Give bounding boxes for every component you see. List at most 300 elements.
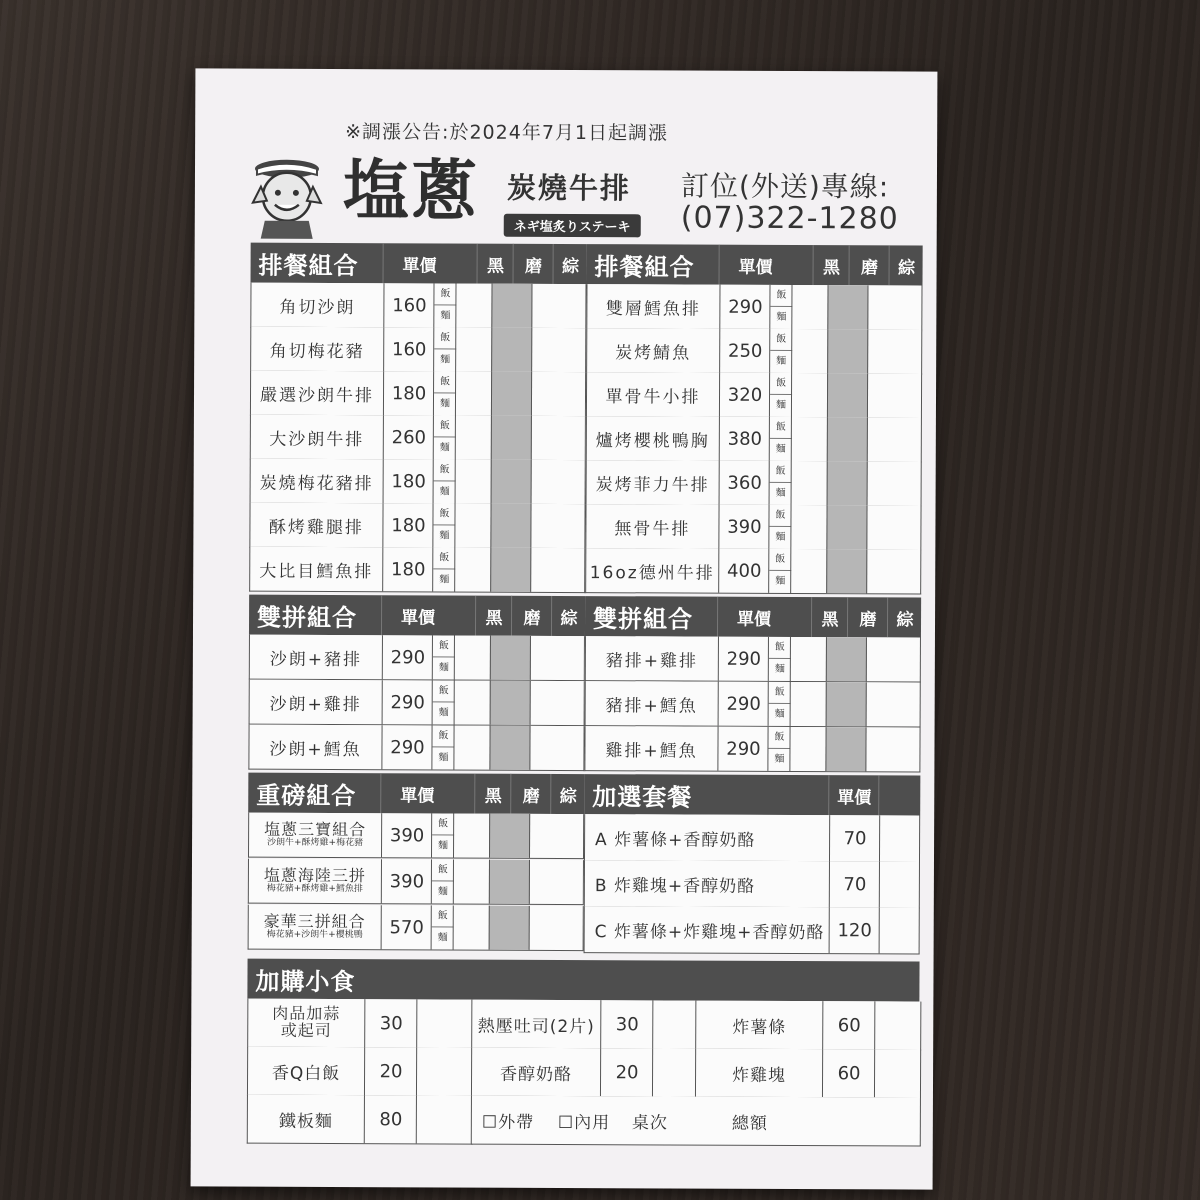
rice-noodle-choice[interactable] bbox=[433, 459, 456, 503]
black-pepper-qty[interactable] bbox=[791, 329, 828, 373]
item-price: 290 bbox=[381, 725, 432, 769]
menu-row bbox=[248, 725, 584, 771]
menu-row bbox=[585, 636, 921, 682]
snack-cell bbox=[247, 1047, 473, 1097]
addon-qty[interactable] bbox=[879, 861, 920, 907]
section-title: 雙拼組合 bbox=[592, 603, 694, 634]
noodle-option[interactable]: 麵 bbox=[438, 840, 449, 852]
addon-qty[interactable] bbox=[879, 815, 920, 861]
item-price: 390 bbox=[381, 813, 432, 857]
black-pepper-qty[interactable] bbox=[455, 284, 492, 328]
rice-option[interactable]: 飯 bbox=[769, 505, 791, 527]
item-price: 260 bbox=[383, 415, 434, 459]
rice-noodle-choice[interactable] bbox=[769, 329, 792, 373]
noodle-option[interactable]: 麵 bbox=[774, 753, 785, 765]
hotline-label: 訂位(外送)專線: bbox=[680, 169, 890, 204]
mixed-qty[interactable] bbox=[867, 373, 922, 417]
mixed-qty[interactable] bbox=[866, 505, 921, 549]
rice-option[interactable]: 飯 bbox=[434, 371, 456, 393]
mushroom-qty[interactable] bbox=[827, 285, 868, 329]
noodle-option[interactable]: 麵 bbox=[439, 530, 450, 542]
black-pepper-qty[interactable] bbox=[453, 726, 490, 770]
item-price: 390 bbox=[718, 505, 769, 549]
snack-name: 熱壓吐司(2片) bbox=[477, 1016, 595, 1037]
mushroom-qty[interactable] bbox=[827, 373, 868, 417]
black-pepper-qty[interactable] bbox=[454, 636, 491, 680]
snack-name bbox=[248, 999, 364, 1048]
section-title: 加選套餐 bbox=[592, 781, 693, 812]
section-title: 加購小食 bbox=[255, 966, 356, 996]
col-black: 黑 bbox=[811, 597, 848, 637]
black-pepper-qty[interactable] bbox=[791, 461, 828, 505]
item-name bbox=[249, 859, 381, 904]
item-name-main: 豪華三拼組合 bbox=[263, 911, 366, 932]
menu-row bbox=[585, 504, 921, 550]
item-name-sub: 沙朗牛+酥烤雞+梅花豬 bbox=[266, 837, 364, 848]
mixed-qty[interactable] bbox=[530, 681, 585, 725]
item-name: 酥烤雞腿排 bbox=[268, 517, 364, 538]
menu-row bbox=[250, 459, 586, 505]
mushroom-qty[interactable] bbox=[491, 284, 532, 328]
snack-qty[interactable] bbox=[416, 1047, 473, 1095]
rice-noodle-choice[interactable] bbox=[433, 371, 456, 415]
snack-qty[interactable] bbox=[416, 1095, 473, 1143]
mushroom-qty[interactable] bbox=[826, 505, 867, 549]
item-price: 180 bbox=[383, 371, 434, 415]
addon-row bbox=[584, 906, 920, 954]
mixed-qty[interactable] bbox=[867, 461, 922, 505]
rice-noodle-choice[interactable] bbox=[767, 727, 790, 771]
mushroom-qty[interactable] bbox=[491, 416, 532, 460]
col-mix: 綜 bbox=[889, 245, 924, 285]
snack-name: 炸薯條 bbox=[732, 1017, 787, 1038]
noodle-option[interactable]: 麵 bbox=[775, 575, 786, 587]
snack-name-line1: 肉品加蒜 bbox=[272, 1003, 341, 1024]
snack-name: 鐵板麵 bbox=[278, 1111, 333, 1132]
black-pepper-qty[interactable] bbox=[455, 328, 492, 372]
menu-row bbox=[248, 813, 584, 859]
rice-option[interactable]: 飯 bbox=[432, 725, 454, 747]
order-sheet bbox=[191, 68, 938, 1189]
col-black: 黑 bbox=[474, 774, 511, 814]
mushroom-qty[interactable] bbox=[489, 726, 530, 770]
rice-option[interactable]: 飯 bbox=[434, 415, 456, 437]
mushroom-qty[interactable] bbox=[826, 682, 867, 726]
order-footer bbox=[471, 1096, 921, 1147]
item-price: 290 bbox=[382, 635, 433, 679]
col-price: 單價 bbox=[828, 775, 879, 815]
menu-row bbox=[586, 372, 922, 418]
mushroom-qty[interactable] bbox=[489, 814, 530, 858]
rice-option[interactable]: 飯 bbox=[769, 682, 791, 704]
rice-noodle-choice[interactable] bbox=[769, 285, 792, 329]
item-price: 290 bbox=[719, 285, 770, 329]
black-pepper-qty[interactable] bbox=[791, 417, 828, 461]
mixed-qty[interactable] bbox=[866, 682, 921, 726]
mushroom-qty[interactable] bbox=[491, 328, 532, 372]
rice-noodle-choice[interactable] bbox=[431, 859, 454, 903]
black-pepper-qty[interactable] bbox=[453, 814, 490, 858]
mushroom-qty[interactable] bbox=[827, 329, 868, 373]
item-price: 570 bbox=[381, 905, 432, 949]
mushroom-qty[interactable] bbox=[489, 860, 530, 904]
col-mix: 綜 bbox=[551, 596, 586, 636]
snack-cell bbox=[471, 1000, 697, 1050]
rice-option[interactable]: 飯 bbox=[432, 905, 454, 927]
noodle-option[interactable]: 麵 bbox=[776, 355, 787, 367]
col-price: 單價 bbox=[719, 245, 792, 285]
rice-noodle-choice[interactable] bbox=[769, 417, 792, 461]
col-mix: 綜 bbox=[887, 597, 922, 637]
mushroom-qty[interactable] bbox=[826, 637, 867, 681]
item-name: 爐烤櫻桃鴨胸 bbox=[595, 430, 710, 452]
noodle-option[interactable]: 麵 bbox=[439, 442, 450, 454]
rice-option[interactable]: 飯 bbox=[770, 461, 792, 483]
rice-noodle-choice[interactable] bbox=[432, 547, 455, 591]
addon-price: 70 bbox=[829, 861, 880, 907]
mixed-qty[interactable] bbox=[530, 636, 585, 680]
noodle-option[interactable]: 麵 bbox=[776, 311, 787, 323]
col-mush: 磨 bbox=[510, 774, 551, 814]
black-pepper-qty[interactable] bbox=[453, 906, 490, 950]
snack-cell bbox=[471, 1048, 697, 1098]
snack-name: 香醇奶酪 bbox=[500, 1064, 573, 1085]
noodle-option[interactable]: 麵 bbox=[774, 663, 785, 675]
snack-cell bbox=[247, 999, 473, 1049]
noodle-option[interactable]: 麵 bbox=[775, 531, 786, 543]
addon-row bbox=[584, 814, 920, 862]
brand-subtitle: 炭燒牛排 bbox=[506, 170, 632, 206]
menu-row bbox=[250, 283, 586, 329]
item-price: 250 bbox=[719, 329, 770, 373]
snack-qty[interactable] bbox=[874, 1049, 921, 1097]
item-price: 360 bbox=[719, 461, 770, 505]
addon-price: 120 bbox=[829, 907, 880, 953]
rice-option[interactable]: 飯 bbox=[770, 417, 792, 439]
noodle-option[interactable]: 麵 bbox=[439, 574, 450, 586]
col-black: 黑 bbox=[813, 245, 850, 285]
rice-option[interactable]: 飯 bbox=[432, 813, 454, 835]
snack-name: 炸雞塊 bbox=[732, 1065, 787, 1086]
rice-noodle-choice[interactable] bbox=[431, 725, 454, 769]
menu-row bbox=[249, 680, 585, 726]
rice-noodle-choice[interactable] bbox=[431, 813, 454, 857]
col-price: 單價 bbox=[380, 773, 453, 813]
mixed-qty[interactable] bbox=[867, 417, 922, 461]
addon-sets-header bbox=[584, 774, 920, 815]
rice-noodle-choice[interactable] bbox=[768, 682, 791, 726]
dinein-checkbox[interactable]: ☐內用 bbox=[557, 1112, 611, 1133]
snack-price: 20 bbox=[600, 1048, 653, 1096]
mixed-qty[interactable] bbox=[529, 814, 584, 858]
menu-row bbox=[248, 905, 584, 951]
item-price: 400 bbox=[718, 549, 769, 593]
mushroom-qty[interactable] bbox=[490, 636, 531, 680]
item-price: 380 bbox=[719, 417, 770, 461]
black-pepper-qty[interactable] bbox=[790, 549, 827, 593]
menu-row bbox=[586, 460, 922, 506]
item-price: 390 bbox=[381, 859, 432, 903]
noodle-option[interactable]: 麵 bbox=[775, 443, 786, 455]
snack-qty[interactable] bbox=[874, 1001, 921, 1049]
mushroom-qty[interactable] bbox=[489, 906, 530, 950]
col-black: 黑 bbox=[477, 244, 514, 284]
item-name: 無骨牛排 bbox=[614, 518, 691, 540]
mixed-qty[interactable] bbox=[867, 329, 922, 373]
menu-row bbox=[250, 415, 586, 461]
mixed-qty[interactable] bbox=[531, 416, 586, 460]
table-number-label: 桌次 bbox=[631, 1112, 668, 1133]
item-name: 單骨牛小排 bbox=[605, 386, 701, 408]
rice-option[interactable]: 飯 bbox=[433, 635, 455, 657]
mixed-qty[interactable] bbox=[530, 548, 585, 592]
snack-price: 60 bbox=[822, 1049, 875, 1097]
mixed-qty[interactable] bbox=[867, 285, 922, 329]
mushroom-qty[interactable] bbox=[490, 548, 531, 592]
mixed-qty[interactable] bbox=[866, 549, 921, 593]
item-name: 角切沙朗 bbox=[279, 297, 356, 318]
snack-qty[interactable] bbox=[652, 1048, 697, 1096]
double-sets-header-right bbox=[585, 596, 921, 637]
snack-qty[interactable] bbox=[652, 1000, 697, 1048]
noodle-option[interactable]: 麵 bbox=[438, 662, 449, 674]
item-name: 大沙朗牛排 bbox=[269, 429, 365, 450]
mushroom-qty[interactable] bbox=[490, 504, 531, 548]
rice-noodle-choice[interactable] bbox=[432, 635, 455, 679]
mushroom-qty[interactable] bbox=[491, 372, 532, 416]
item-price: 180 bbox=[382, 503, 433, 547]
rice-option[interactable]: 飯 bbox=[769, 637, 791, 659]
black-pepper-qty[interactable] bbox=[791, 285, 828, 329]
addon-name: C 炸薯條+炸雞塊+香醇奶酪 bbox=[594, 921, 825, 943]
menu-row bbox=[250, 327, 586, 373]
snacks-header bbox=[247, 959, 919, 1002]
item-name: 炭烤菲力牛排 bbox=[595, 474, 710, 496]
addon-name: A 炸薯條+香醇奶酪 bbox=[595, 829, 756, 851]
col-mush: 磨 bbox=[511, 596, 552, 636]
item-name: 雞排+鱈魚 bbox=[605, 740, 698, 762]
mixed-qty[interactable] bbox=[866, 637, 921, 681]
item-name: 沙朗+雞排 bbox=[269, 694, 362, 715]
rice-noodle-choice[interactable] bbox=[768, 549, 791, 593]
mushroom-qty[interactable] bbox=[827, 461, 868, 505]
snack-name-line2: 或起司 bbox=[280, 1020, 332, 1040]
col-mix: 綜 bbox=[550, 774, 585, 814]
snack-price: 30 bbox=[364, 999, 417, 1047]
item-price: 320 bbox=[719, 373, 770, 417]
rice-noodle-choice[interactable] bbox=[432, 503, 455, 547]
mixed-qty[interactable] bbox=[529, 906, 584, 950]
item-name bbox=[249, 813, 381, 858]
noodle-option[interactable]: 麵 bbox=[775, 399, 787, 411]
item-name bbox=[249, 905, 381, 950]
rice-noodle-choice[interactable] bbox=[431, 905, 454, 949]
black-pepper-qty[interactable] bbox=[455, 416, 492, 460]
rice-noodle-choice[interactable] bbox=[769, 461, 792, 505]
col-mush: 磨 bbox=[849, 245, 890, 285]
rice-option[interactable]: 飯 bbox=[768, 727, 790, 749]
item-name: 嚴選沙朗牛排 bbox=[259, 385, 375, 406]
noodle-option[interactable]: 麵 bbox=[440, 310, 451, 322]
rice-noodle-choice[interactable] bbox=[433, 415, 456, 459]
menu-row bbox=[249, 635, 585, 681]
hotline-number: (07)322-1280 bbox=[680, 200, 899, 237]
rice-option[interactable]: 飯 bbox=[432, 859, 454, 881]
noodle-option[interactable]: 麵 bbox=[439, 398, 451, 410]
section-title: 雙拼組合 bbox=[256, 602, 358, 632]
noodle-option[interactable]: 麵 bbox=[437, 932, 448, 944]
steak-sets-header-left bbox=[251, 243, 587, 284]
item-price: 180 bbox=[382, 547, 433, 591]
col-mix: 綜 bbox=[553, 244, 588, 284]
menu-row bbox=[585, 681, 921, 727]
col-price: 單價 bbox=[381, 595, 454, 635]
rice-option[interactable]: 飯 bbox=[433, 680, 455, 702]
snack-name: 香Q白飯 bbox=[271, 1063, 341, 1084]
rice-option[interactable]: 飯 bbox=[434, 327, 456, 349]
mushroom-qty[interactable] bbox=[827, 417, 868, 461]
noodle-option[interactable]: 麵 bbox=[440, 354, 451, 366]
black-pepper-qty[interactable] bbox=[454, 504, 491, 548]
addon-qty[interactable] bbox=[879, 907, 920, 953]
black-pepper-qty[interactable] bbox=[790, 682, 827, 726]
item-price: 290 bbox=[718, 637, 769, 681]
col-mush: 磨 bbox=[847, 597, 888, 637]
black-pepper-qty[interactable] bbox=[790, 505, 827, 549]
rice-option[interactable]: 飯 bbox=[433, 547, 455, 569]
snack-price: 60 bbox=[822, 1001, 875, 1049]
rice-noodle-choice[interactable] bbox=[433, 283, 456, 327]
noodle-option[interactable]: 麵 bbox=[439, 486, 450, 498]
menu-row bbox=[584, 726, 920, 772]
heavy-sets-header bbox=[248, 773, 584, 814]
rice-noodle-choice[interactable] bbox=[768, 505, 791, 549]
menu-row bbox=[248, 859, 584, 905]
item-name: 沙朗+豬排 bbox=[269, 649, 363, 670]
item-name: 大比目鱈魚排 bbox=[259, 561, 374, 582]
mixed-qty[interactable] bbox=[531, 284, 586, 328]
black-pepper-qty[interactable] bbox=[453, 860, 490, 904]
noodle-option[interactable]: 麵 bbox=[437, 886, 448, 898]
rice-noodle-choice[interactable] bbox=[433, 327, 456, 371]
item-price: 160 bbox=[383, 327, 434, 371]
mixed-qty[interactable] bbox=[531, 460, 586, 504]
rice-option[interactable]: 飯 bbox=[434, 283, 456, 305]
col-price: 單價 bbox=[717, 597, 790, 637]
rice-option[interactable]: 飯 bbox=[770, 285, 792, 307]
item-name: 沙朗+鱈魚 bbox=[269, 739, 362, 760]
snack-cell bbox=[695, 1001, 921, 1051]
section-title: 重磅組合 bbox=[256, 780, 357, 810]
snack-price: 20 bbox=[364, 1047, 417, 1095]
menu-row bbox=[249, 547, 585, 593]
mixed-qty[interactable] bbox=[529, 860, 584, 904]
mushroom-qty[interactable] bbox=[491, 460, 532, 504]
item-name: 雙層鱈魚排 bbox=[605, 298, 701, 320]
item-name-main: 塩蔥海陸三拼 bbox=[263, 865, 366, 886]
mushroom-qty[interactable] bbox=[490, 681, 531, 725]
snack-cell bbox=[695, 1049, 921, 1099]
mixed-qty[interactable] bbox=[531, 372, 586, 416]
rice-option[interactable]: 飯 bbox=[770, 329, 792, 351]
black-pepper-qty[interactable] bbox=[454, 681, 491, 725]
snack-qty[interactable] bbox=[416, 999, 473, 1047]
double-sets-header-left bbox=[249, 595, 585, 636]
item-name: 16oz德州牛排 bbox=[589, 562, 715, 584]
item-price: 290 bbox=[717, 727, 768, 771]
mixed-qty[interactable] bbox=[865, 727, 920, 771]
item-name-sub: 梅花豬+酥烤雞+鱈魚排 bbox=[266, 883, 363, 894]
item-price: 290 bbox=[718, 682, 769, 726]
noodle-option[interactable]: 麵 bbox=[774, 708, 785, 720]
rice-noodle-choice[interactable] bbox=[769, 373, 792, 417]
noodle-option[interactable]: 麵 bbox=[438, 707, 449, 719]
item-name: 角切梅花豬 bbox=[269, 341, 365, 362]
black-pepper-qty[interactable] bbox=[455, 460, 492, 504]
menu-row bbox=[249, 503, 585, 549]
rice-option[interactable]: 飯 bbox=[434, 459, 456, 481]
mascot-chef-icon bbox=[247, 151, 327, 241]
rice-option[interactable]: 飯 bbox=[770, 373, 792, 395]
item-name: 豬排+雞排 bbox=[605, 650, 699, 672]
steak-sets-header-right bbox=[587, 244, 923, 285]
addon-price: 70 bbox=[829, 815, 880, 861]
item-name-sub: 梅花豬+沙朗牛+櫻桃鴨 bbox=[266, 929, 363, 940]
black-pepper-qty[interactable] bbox=[454, 548, 491, 592]
black-pepper-qty[interactable] bbox=[791, 373, 828, 417]
rice-noodle-choice[interactable] bbox=[432, 680, 455, 724]
rice-option[interactable]: 飯 bbox=[769, 549, 791, 571]
total-label: 總額 bbox=[731, 1113, 768, 1134]
mixed-qty[interactable] bbox=[531, 328, 586, 372]
mushroom-qty[interactable] bbox=[826, 549, 867, 593]
item-price: 290 bbox=[382, 680, 433, 724]
noodle-option[interactable]: 麵 bbox=[438, 752, 449, 764]
addon-name: B 炸雞塊+香醇奶酪 bbox=[594, 875, 756, 897]
section-title: 排餐組合 bbox=[594, 251, 695, 282]
col-qty bbox=[878, 775, 921, 815]
item-name: 炭燒梅花豬排 bbox=[259, 473, 374, 494]
mixed-qty[interactable] bbox=[529, 726, 584, 770]
takeout-checkbox[interactable]: ☐外帶 bbox=[481, 1112, 535, 1133]
addon-row bbox=[584, 860, 920, 908]
black-pepper-qty[interactable] bbox=[789, 727, 826, 771]
col-price: 單價 bbox=[383, 243, 456, 283]
mixed-qty[interactable] bbox=[530, 504, 585, 548]
item-price: 160 bbox=[383, 283, 434, 327]
rice-noodle-choice[interactable] bbox=[768, 637, 791, 681]
col-black: 黑 bbox=[475, 596, 512, 636]
item-name: 豬排+鱈魚 bbox=[605, 695, 698, 717]
menu-row bbox=[250, 371, 586, 417]
menu-row bbox=[585, 548, 921, 594]
rice-option[interactable]: 飯 bbox=[433, 503, 455, 525]
item-name-main: 塩蔥三寶組合 bbox=[264, 819, 367, 840]
item-name: 炭烤鯖魚 bbox=[615, 342, 692, 364]
black-pepper-qty[interactable] bbox=[790, 637, 827, 681]
brand-tagline: ネギ塩炙りステーキ bbox=[504, 214, 641, 238]
menu-row bbox=[586, 416, 922, 462]
menu-row bbox=[586, 328, 922, 374]
item-price: 180 bbox=[383, 459, 434, 503]
brand-name: 塩蔥 bbox=[342, 151, 480, 230]
col-mush: 磨 bbox=[513, 244, 554, 284]
noodle-option[interactable]: 麵 bbox=[775, 487, 786, 499]
snack-cell bbox=[247, 1095, 473, 1145]
mushroom-qty[interactable] bbox=[825, 727, 866, 771]
price-notice: ※調漲公告:於2024年7月1日起調漲 bbox=[345, 121, 669, 145]
black-pepper-qty[interactable] bbox=[455, 372, 492, 416]
